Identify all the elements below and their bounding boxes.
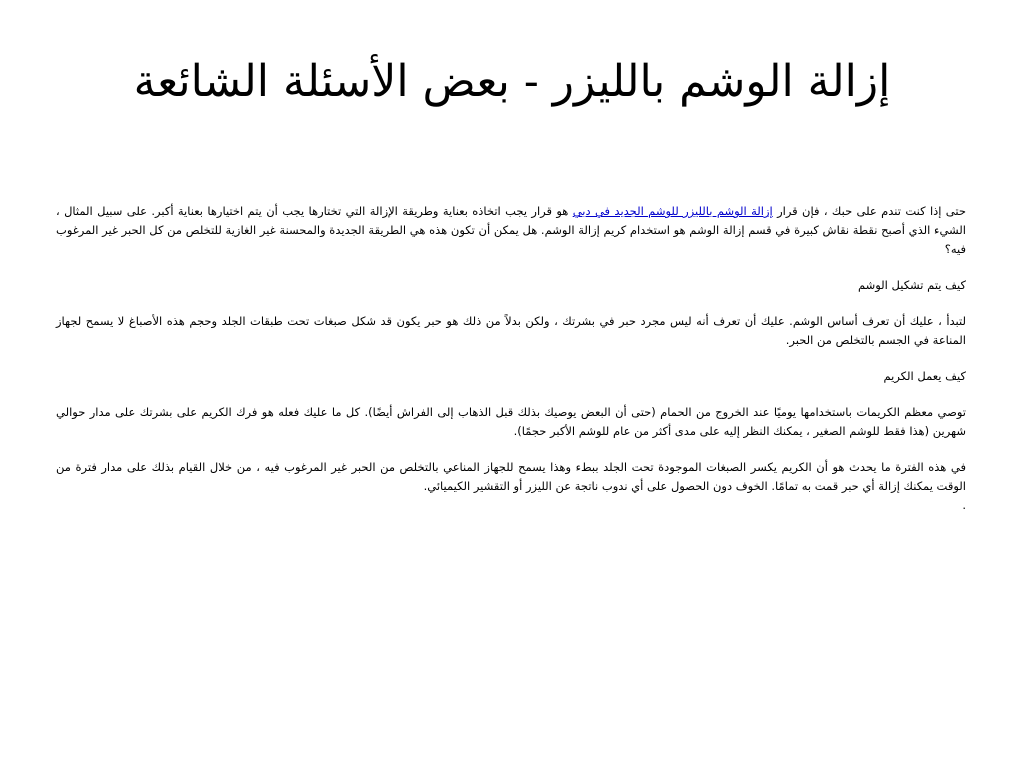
heading-how-cream-works: كيف يعمل الكريم <box>883 369 966 383</box>
paragraph-intro <box>56 202 966 259</box>
laser-tattoo-removal-link[interactable]: إزالة الوشم بالليزر للوشم الجديد في دبي <box>572 204 773 218</box>
trailing-dot: . <box>962 498 966 512</box>
paragraph-tattoo-basics: لتبدأ ، عليك أن تعرف أساس الوشم. عليك أن تعرف أنه ليس مجرد حبر في بشرتك ، ولكن بدلاً من ذلك هو حبر يكون قد شكل صبغات تحت طبقات الجلد وحجم هذه الأصباغ لا يسمح لجهاز المناعة في الجسم بالتخلص من الحبر. <box>56 314 966 347</box>
article-body <box>56 202 966 515</box>
heading-tattoo-formation: كيف يتم تشكيل الوشم <box>857 278 966 292</box>
paragraph-cream-usage: توصي معظم الكريمات باستخدامها يوميًا عند الخروج من الحمام (حتى أن البعض يوصيك بذلك قبل الذهاب إلى الفراش أيضًا). كل ما عليك فعله هو فرك الكريم على بشرتك على مدار حوالي شهرين (هذا فقط للوشم الصغير ، يمكنك النظر إليه على مدى أكثر من عام للوشم الأكبر حجمًا). <box>56 405 966 438</box>
paragraph-intro-before-link: حتى إذا كنت تندم على حبك ، فإن قرار <box>772 204 966 218</box>
paragraph-cream-effect: في هذه الفترة ما يحدث هو أن الكريم يكسر الصبغات الموجودة تحت الجلد ببطء وهذا يسمح للجهاز المناعي بالتخلص من الحبر غير المرغوب فيه ، من خلال القيام بذلك على مدار فترة من الوقت يمكنك إزالة أي حبر قمت به تمامًا. الخوف دون الحصول على أي ندوب ناتجة عن الليزر أو التقشير الكيميائي. <box>56 460 966 493</box>
paragraph-intro-after-link: هو قرار يجب اتخاذه بعناية وطريقة الإزالة التي تختارها يجب أن يتم اختيارها بعناية أكبر. على سبيل المثال ، الشيء الذي أصبح نقطة نقاش كبيرة في قسم إزالة الوشم هو استخدام كريم إزالة الوشم. هل يمكن أن تكون هذه هي الطريقة الجديدة والمحسنة غير الغازية للتخلص من كل الحبر غير المرغوب فيه؟ <box>56 204 966 256</box>
page-title: إزالة الوشم بالليزر - بعض الأسئلة الشائعة <box>133 56 891 107</box>
